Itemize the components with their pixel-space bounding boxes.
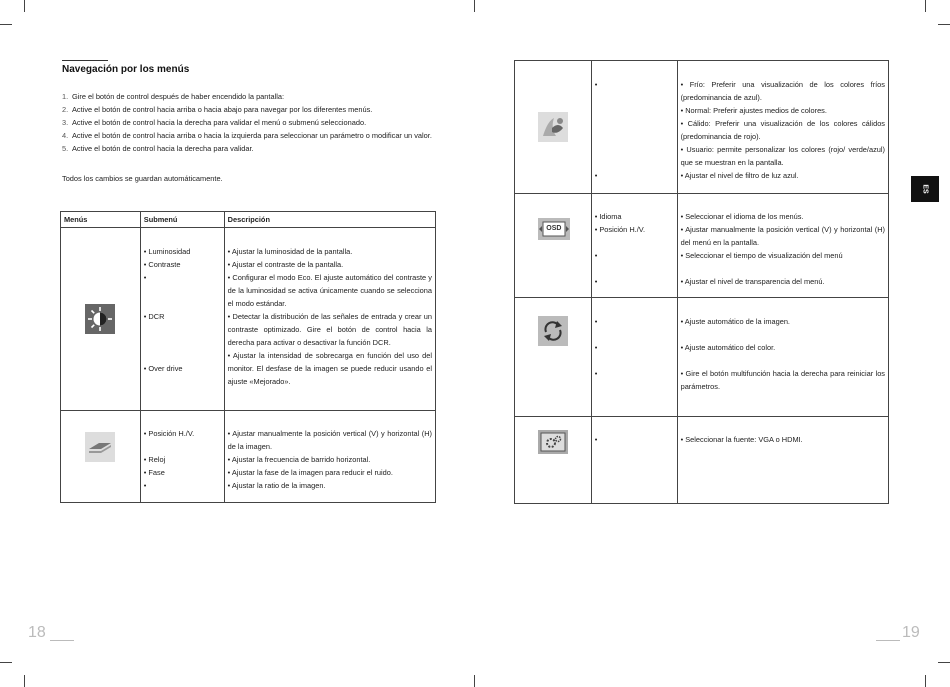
submenu-cell (591, 417, 677, 504)
submenu-item: • Over drive (143, 364, 183, 373)
description-item: • Detectar la distribución de las señales de entrada y crear un contraste optimizado. Gire el botón de control hacia la derecha para activar o desactivar la función DCR. (227, 312, 432, 347)
submenu-item: • (594, 317, 598, 326)
description-cell (224, 411, 435, 503)
table-row (61, 411, 436, 503)
table-row (515, 194, 889, 298)
page-number-rule (50, 640, 74, 641)
step-text: Active el botón de control hacia arriba o hacia la izquierda para seleccionar un parámetro o modificar un valor. (72, 131, 432, 140)
description-item: • Ajustar manualmente la posición vertical (V) y horizontal (H) de la imagen. (227, 429, 432, 451)
page-title: Navegación por los menús (62, 64, 190, 75)
osd-icon (538, 218, 568, 248)
crop-mark (925, 0, 926, 12)
description-item: • Normal: Preferir ajustes medios de colores. (680, 106, 827, 115)
page-number-rule (876, 640, 900, 641)
description-item: • Ajustar el contraste de la pantalla. (227, 260, 344, 269)
description-item: • Ajuste automático del color. (680, 343, 776, 352)
step-number: 1. (62, 92, 69, 101)
description-item: • Ajustar el nivel de filtro de luz azul. (680, 171, 799, 180)
step-number: 5. (62, 144, 69, 153)
menu-table-left (60, 211, 436, 503)
description-item: • Ajustar la frecuencia de barrido horizontal. (227, 455, 371, 464)
steps-list (62, 90, 436, 155)
menu-table-right (514, 60, 889, 504)
submenu-cell (140, 228, 224, 411)
submenu-item: • (594, 277, 598, 286)
submenu-item: • (594, 80, 598, 89)
description-item: • Ajustar el nivel de transparencia del menú. (680, 277, 825, 286)
brightness-contrast-icon (85, 304, 115, 334)
language-tab (911, 176, 939, 202)
description-item: • Seleccionar el tiempo de visualización del menú (680, 251, 843, 260)
submenu-item: • DCR (143, 312, 165, 321)
image-position-icon (85, 432, 115, 462)
submenu-item: • Posición H./V. (143, 429, 195, 438)
step-number: 3. (62, 118, 69, 127)
menu-icon-cell (61, 228, 141, 411)
description-item: • Frío: Preferir una visualización de los colores fríos (predominancia de azul). (680, 80, 885, 102)
menu-icon-cell (61, 411, 141, 503)
submenu-item: • (594, 343, 598, 352)
submenu-cell (140, 411, 224, 503)
list-item (62, 90, 436, 103)
crop-mark (925, 675, 926, 687)
page-number-left: 18 (28, 624, 46, 641)
submenu-item: • Fase (143, 468, 165, 477)
description-item: • Ajustar manualmente la posición vertical (V) y horizontal (H) del menú en la pantalla. (680, 225, 885, 247)
list-item (62, 142, 436, 155)
color-temperature-icon (538, 112, 568, 142)
crop-mark (24, 0, 25, 12)
submenu-item: • (594, 171, 598, 180)
description-item: • Ajustar la fase de la imagen para reducir el ruido. (227, 468, 393, 477)
description-item: • Ajustar la intensidad de sobrecarga en función del uso del monitor. El desfase de la imagen se puede reducir usando el ajuste «Mejorado». (227, 351, 432, 386)
language-tab-label: ES (921, 184, 929, 194)
submenu-item: • (594, 435, 598, 444)
crop-mark (24, 675, 25, 687)
autosave-note: Todos los cambios se guardan automáticamente. (62, 174, 223, 183)
submenu-item: • Posición H./V. (594, 225, 646, 234)
step-number: 2. (62, 105, 69, 114)
page-number-right: 19 (902, 624, 920, 641)
description-cell (224, 228, 435, 411)
description-cell (677, 298, 888, 417)
description-cell (677, 417, 888, 504)
crop-mark (0, 662, 12, 663)
description-item: • Seleccionar el idioma de los menús. (680, 212, 804, 221)
description-item: • Ajustar la luminosidad de la pantalla. (227, 247, 353, 256)
step-text: Active el botón de control hacia arriba o hacia abajo para navegar por los diferentes menús. (72, 105, 373, 114)
submenu-item: • Luminosidad (143, 247, 191, 256)
menu-icon-cell (515, 417, 592, 504)
submenu-cell (591, 61, 677, 194)
description-item: • Ajuste automático de la imagen. (680, 317, 790, 326)
submenu-cell (591, 194, 677, 298)
submenu-item: • (143, 273, 147, 282)
list-item (62, 103, 436, 116)
input-source-icon (538, 430, 568, 460)
submenu-item: • (143, 481, 147, 490)
description-cell (677, 61, 888, 194)
table-row (515, 61, 889, 194)
submenu-item: • Contraste (143, 260, 181, 269)
table-row (515, 417, 889, 504)
crop-mark (474, 0, 475, 12)
crop-mark (938, 662, 950, 663)
step-text: Active el botón de control hacia la derecha para validar el menú o submenú seleccionado. (72, 118, 367, 127)
menu-icon-cell (515, 194, 592, 298)
crop-mark (0, 24, 12, 25)
reset-icon (538, 316, 568, 346)
title-rule (62, 60, 108, 61)
crop-mark (474, 675, 475, 687)
header-descripcion: Descripción (224, 212, 435, 228)
header-menus: Menús (61, 212, 141, 228)
description-item: • Ajustar la ratio de la imagen. (227, 481, 326, 490)
description-item: • Seleccionar la fuente: VGA o HDMI. (680, 435, 803, 444)
description-item: • Cálido: Preferir una visualización de los colores cálidos (predominancia de rojo). (680, 119, 885, 141)
submenu-cell (591, 298, 677, 417)
list-item (62, 129, 436, 142)
list-item (62, 116, 436, 129)
crop-mark (938, 24, 950, 25)
description-item: • Gire el botón multifunción hacia la derecha para reiniciar los parámetros. (680, 369, 885, 391)
menu-icon-cell (515, 61, 592, 194)
description-cell (677, 194, 888, 298)
table-row (61, 228, 436, 411)
step-text: Active el botón de control hacia la derecha para validar. (72, 144, 254, 153)
submenu-item: • Reloj (143, 455, 166, 464)
description-item: • Configurar el modo Eco. El ajuste automático del contraste y de la luminosidad se activa únicamente cuando se selecciona el modo estándar. (227, 273, 432, 308)
submenu-item: • Idioma (594, 212, 622, 221)
header-submenu: Submenú (140, 212, 224, 228)
osd-icon-label: OSD (546, 225, 562, 233)
table-row (515, 298, 889, 417)
description-item: • Usuario: permite personalizar los colores (rojo/ verde/azul) que se muestran en la pantalla. (680, 145, 885, 167)
step-text: Gire el botón de control después de haber encendido la pantalla: (72, 92, 285, 101)
menu-icon-cell (515, 298, 592, 417)
step-number: 4. (62, 131, 69, 140)
submenu-item: • (594, 369, 598, 378)
submenu-item: • (594, 251, 598, 260)
